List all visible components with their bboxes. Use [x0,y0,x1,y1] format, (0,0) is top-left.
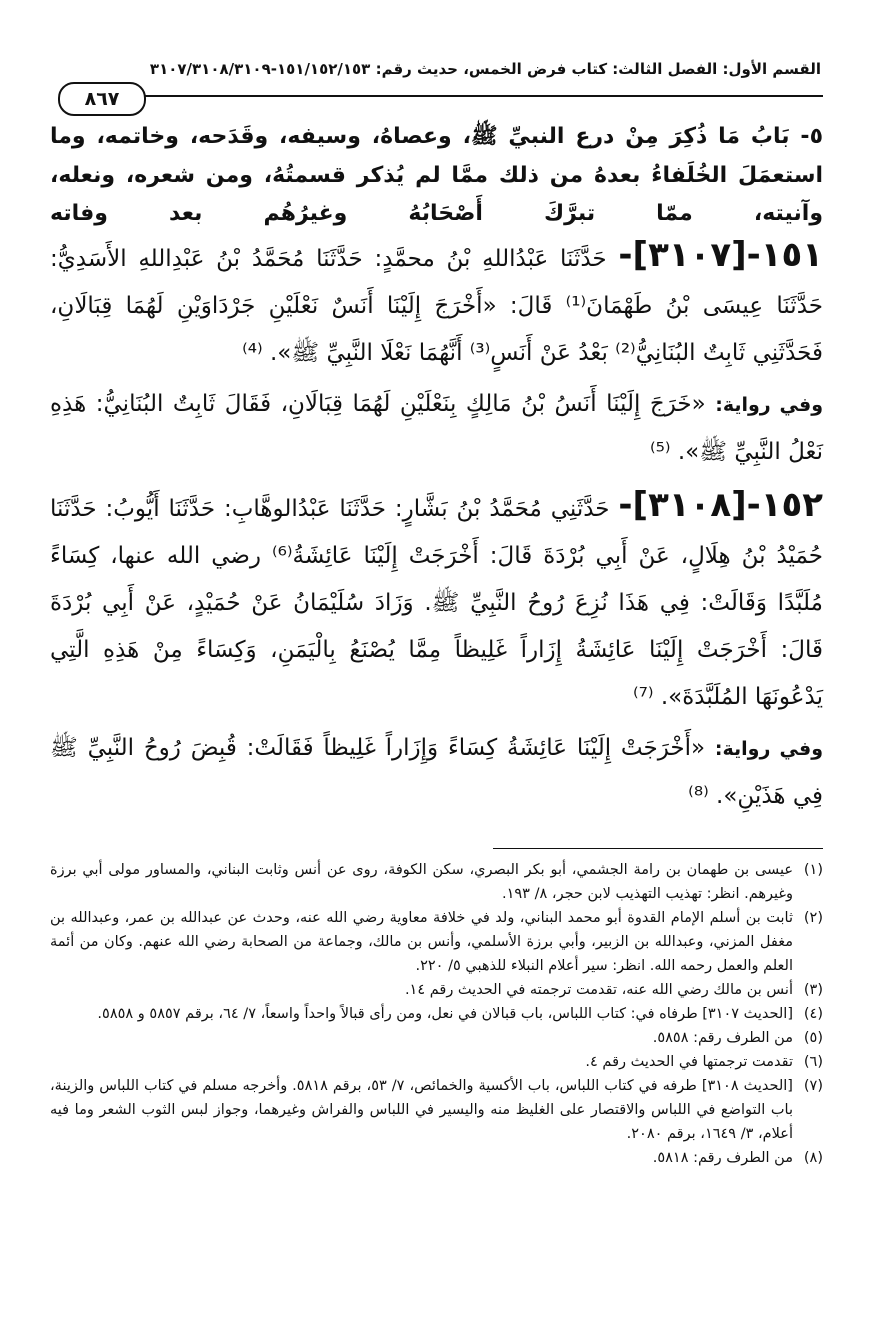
hadith-variant [50,381,823,476]
footnote-text: [الحديث ٣١٠٧] طرفاه في: كتاب اللباس، باب قبالان في نعل، ومن رأى قبالاً واحداً واسعاً، ٧/ ٦٤، برقم ٥٨٥٧ و ٥٨٥٨. [97,1006,793,1022]
footnote-number: (٤) [803,1006,823,1022]
variant-label: وفي رواية: [715,394,824,416]
variant-text: «خَرَجَ إِلَيْنَا أَنَسُ بْنُ مَالِكٍ بِنَعْلَيْنِ لَهُمَا قِبَالَانِ، فَقَالَ ثَابِتٌ البُنَانِيُّ: هَذِهِ نَعْلُ النَّبِيِّ ﷺ». ⁽⁵⁾ [50,391,823,465]
hadith-variant [50,725,823,820]
hadith-text [50,482,823,721]
running-header: القسم الأول: الفصل الثالث: كتاب فرض الخمس، حديث رقم: ١٥١/١٥٢/١٥٣-٣١٠٧/٣١٠٨/٣١٠٩ [149,60,821,78]
footnote-text: ثابت بن أسلم الإمام القدوة أبو محمد البناني، ولد في خلافة معاوية رضي الله عنه، وحدث عن عبدالله بن عمر، وعبدالله بن مغفل المزني، وعبدالله بن الزبير، وأبي برزة الأسلمي، وأنس بن مالك، وجماعة من الصحابة رضي الله عنهم. وكان من أئمة العلم والعمل رحمه الله. انظر: سير أعلام النبلاء للذهبي ٥/ ٢٢٠. [50,910,793,974]
hadith-number: ١٥١-[٣١٠٧]- [618,235,823,275]
footnote [50,1002,823,1026]
footnote [50,1026,823,1050]
footnote-text: من الطرف رقم: ٥٨١٨. [652,1150,793,1166]
footnote-text: أنس بن مالك رضي الله عنه، تقدمت ترجمته في الحديث رقم ١٤. [404,982,793,998]
hadith-151 [50,232,823,476]
footnote-number: (٢) [803,910,823,926]
hadith-body [50,232,823,826]
footnotes [50,858,823,1170]
footnote-text: من الطرف رقم: ٥٨٥٨. [652,1030,793,1046]
footnote [50,1074,823,1146]
footnote [50,906,823,978]
footnote-text: [الحديث ٣١٠٨] طرفه في كتاب اللباس، باب الأكسية والخمائص، ٧/ ٥٣، برقم ٥٨١٨. وأخرجه مسلم في كتاب اللباس والزينة، باب التواضع في اللباس والاقتصار على الغليظ منه واليسير في اللباس والفراش وغيرهما، وجواز لبس الثوب الشعر وما فيه أعلام، ٣/ ١٦٤٩، برقم ٢٠٨٠. [50,1078,793,1142]
footnote [50,1050,823,1074]
hadith-number: ١٥٢-[٣١٠٨]- [618,485,823,525]
hadith-152 [50,482,823,820]
footnote-text: عيسى بن طهمان بن رامة الجشمي، أبو بكر البصري، سكن الكوفة، روى عن أنس وثابت البناني، والمساور مولى أبي برزة وغيرهم. انظر: تهذيب التهذيب لابن حجر، ٨/ ١٩٣. [50,862,793,902]
footnote-number: (٦) [803,1054,823,1070]
hadith-narration: حَدَّثَنَا عَبْدُاللهِ بْنُ محمَّدٍ: حَدَّثَنَا مُحَمَّدُ بْنُ عَبْدِاللهِ الأَسَدِيُّ: حَدَّثَنَا عِيسَى بْنُ طَهْمَانَ⁽¹⁾ قَالَ: «أَخْرَجَ إِلَيْنَا أَنَسٌ نَعْلَيْنِ جَرْدَاوَيْنِ لَهُمَا قِبَالَانِ، فَحَدَّثَنِي ثَابِتٌ البُنَانِيُّ⁽²⁾ بَعْدُ عَنْ أَنَسٍ⁽³⁾ أَنَّهُمَا نَعْلَا النَّبِيِّ ﷺ». ⁽⁴⁾ [50,246,823,366]
hadith-text [50,232,823,377]
footnote-number: (٥) [803,1030,823,1046]
footnote-number: (٨) [803,1150,823,1166]
footnote-number: (١) [803,862,823,878]
footnote-separator [493,848,823,849]
footnote [50,1146,823,1170]
footnote-number: (٧) [803,1078,823,1094]
chapter-title: ٥- بَابُ مَا ذُكِرَ مِنْ درع النبيِّ ﷺ، وعصاهُ، وسيفه، وقَدَحه، وخاتمه، وما استعمَلَ الخُلَفاءُ بعدهُ من ذلك ممَّا لم يُذكر قسمتُهُ، ومن شعره، ونعله، وآنيته، ممّا تبرَّكَ أَصْحَابُهُ وغيرُهُم بعد وفاته [50,124,823,226]
hadith-narration: حَدَّثَنِي مُحَمَّدُ بْنُ بَشَّارٍ: حَدَّثَنَا عَبْدُالوهَّابِ: حَدَّثَنَا أَيُّوبُ: حَدَّثَنَا حُمَيْدُ بْنُ هِلَالٍ، عَنْ أَبِي بُرْدَةَ قَالَ: أَخْرَجَتْ إِلَيْنَا عَائِشَةُ⁽⁶⁾ رضي الله عنها، كِسَاءً مُلَبَّدًا وَقَالَتْ: فِي هَذَا نُزِعَ رُوحُ النَّبِيِّ ﷺ. وَزَادَ سُلَيْمَانُ عَنْ حُمَيْدٍ، عَنْ أَبِي بُرْدَةَ قَالَ: أَخْرَجَتْ إِلَيْنَا عَائِشَةُ إِزَاراً غَلِيظاً مِمَّا يُصْنَعُ بِالْيَمَنِ، وَكِسَاءً مِنْ هَذِهِ الَّتِي يَدْعُونَهَا المُلَبَّدَةَ». ⁽⁷⁾ [50,496,823,710]
footnote [50,978,823,1002]
footnote-number: (٣) [803,982,823,998]
variant-text: «أَخْرَجَتْ إِلَيْنَا عَائِشَةُ كِسَاءً وَإِزَاراً غَلِيظاً فَقَالَتْ: قُبِضَ رُوحُ النَّبِيِّ ﷺ فِي هَذَيْنِ». ⁽⁸⁾ [50,735,823,809]
header-rule [142,95,823,97]
footnote [50,858,823,906]
page-number-badge: ٨٦٧ [58,82,146,116]
variant-label: وفي رواية: [714,738,824,760]
footnote-text: تقدمت ترجمتها في الحديث رقم ٤. [585,1054,793,1070]
